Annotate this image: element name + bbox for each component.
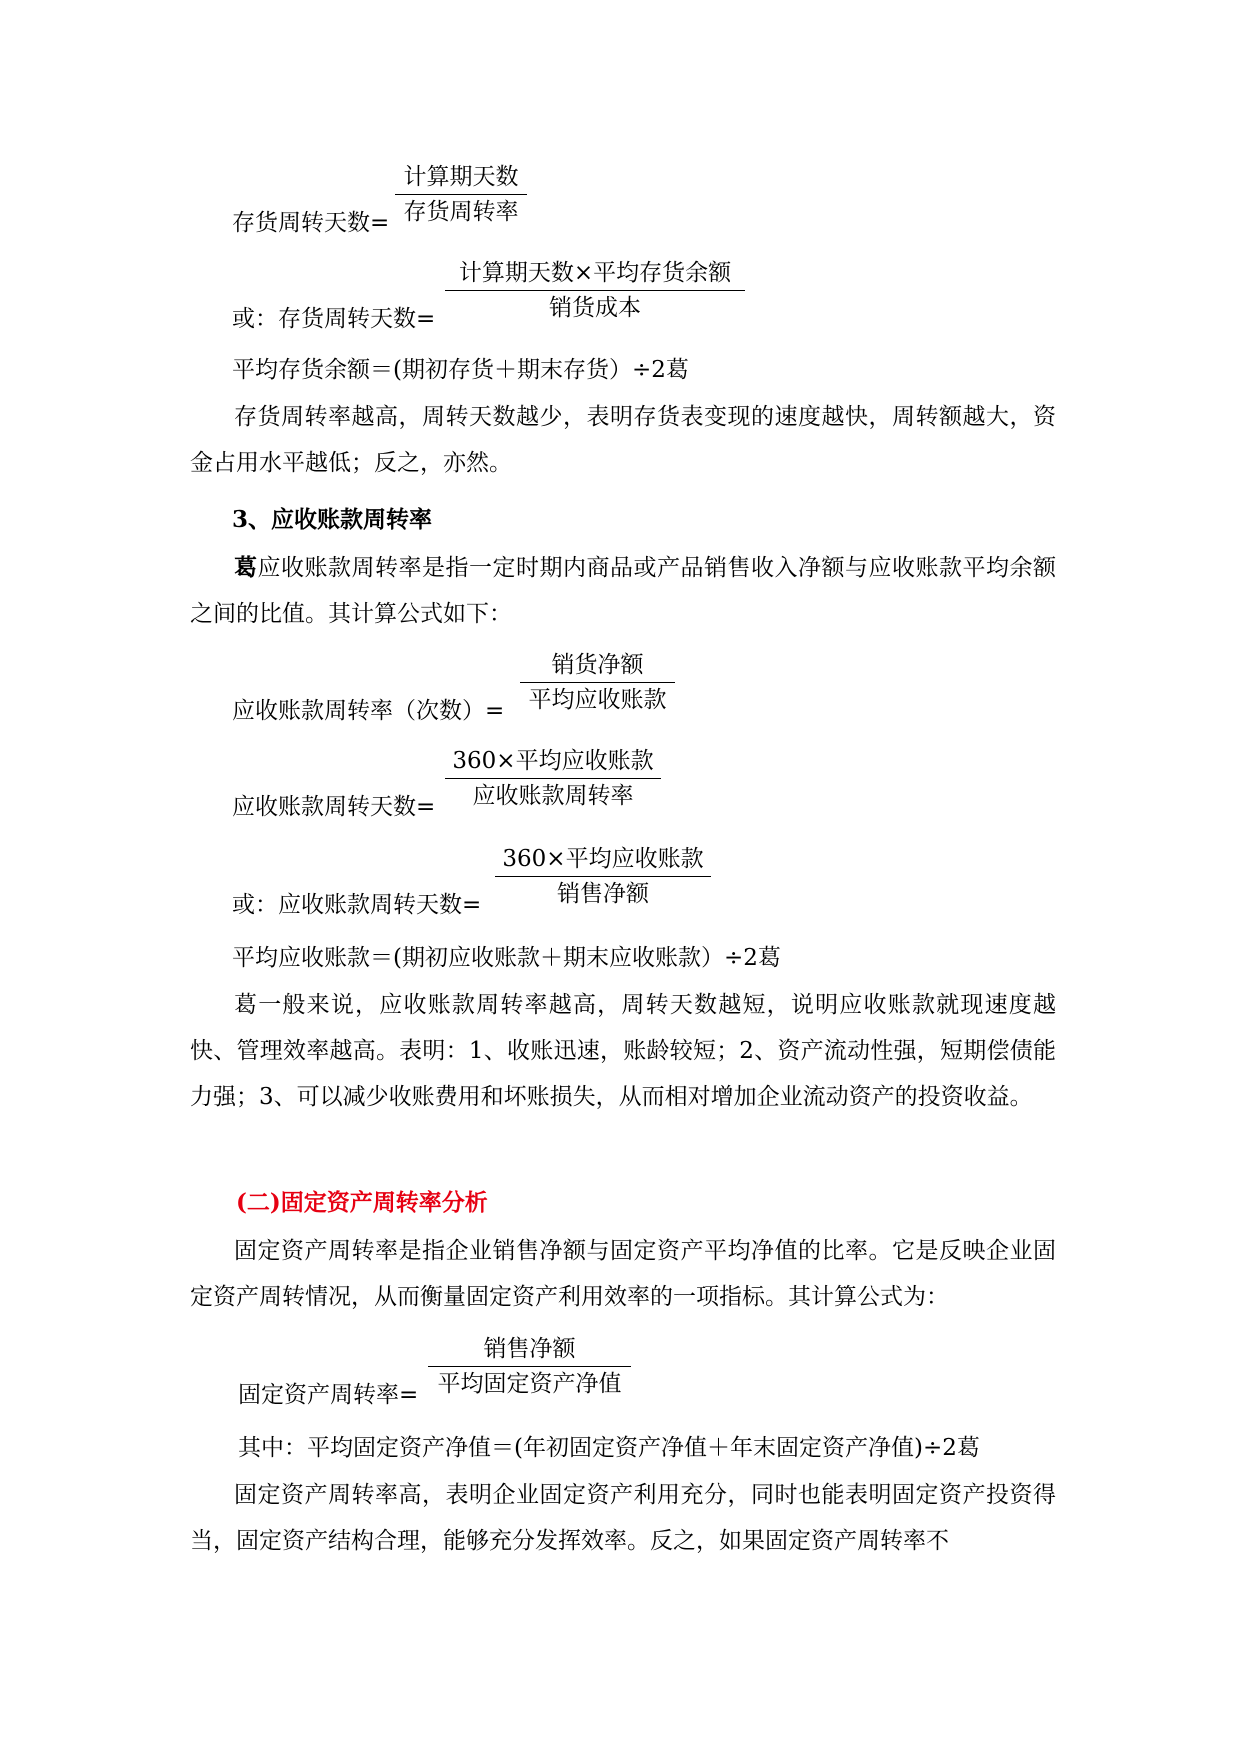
formula-inventory-days-alt-fraction (445, 258, 745, 323)
fraction-numerator: 360×平均应收账款 (495, 844, 711, 877)
receivable-definition-text: 应收账款周转率是指一定时期内商品或产品销售收入净额与应收账款平均余额之间的比值。其计算公式如下： (190, 555, 1056, 627)
formula-receivable-days-alt-fraction (495, 844, 711, 909)
receivable-analysis-paragraph: 葛一般来说，应收账款周转率越高，周转天数越短，说明应收账款就现速度越快、管理效率越高。表明：1、收账迅速，账龄较短；2、资产流动性强，短期偿债能力强；3、可以减少收账费用和坏账损失，从而相对增加企业流动资产的投资收益。 (190, 992, 1056, 1110)
fraction-numerator: 销货净额 (520, 650, 675, 683)
fraction-denominator: 平均固定资产净值 (437, 1371, 622, 1397)
formula-receivable-days-label: 应收账款周转天数= (232, 794, 436, 820)
formula-fixed-asset-turnover-label: 固定资产周转率= (238, 1382, 419, 1408)
formula-receivable-turnover-label: 应收账款周转率（次数）= (232, 698, 505, 724)
inventory-turnover-paragraph: 存货周转率越高，周转天数越少，表明存货表变现的速度越快，周转额越大，资金占用水平越低；反之，亦然。 (190, 404, 1056, 476)
avg-receivable-formula: 平均应收账款＝(期初应收账款＋期末应收账款）÷2葛 (232, 945, 781, 971)
receivable-definition-paragraph (190, 545, 1056, 637)
fraction-numerator: 销售净额 (428, 1334, 631, 1367)
formula-receivable-turnover-fraction (520, 650, 675, 715)
section-heading-fixed-assets: (二)固定资产周转率分析 (236, 1189, 488, 1216)
formula-receivable-days-fraction (445, 746, 661, 811)
fraction-numerator: 360×平均应收账款 (445, 746, 661, 779)
fixed-asset-analysis-paragraph: 固定资产周转率高，表明企业固定资产利用充分，同时也能表明固定资产投资得当，固定资产结构合理，能够充分发挥效率。反之，如果固定资产周转率不 (190, 1482, 1056, 1554)
fraction-denominator: 平均应收账款 (528, 687, 667, 713)
formula-inventory-days-label: 存货周转天数= (232, 210, 390, 236)
fraction-denominator: 应收账款周转率 (472, 783, 634, 809)
fraction-numerator: 计算期天数×平均存货余额 (445, 258, 745, 291)
section-heading-receivable: 3、应收账款周转率 (232, 506, 433, 533)
fixed-asset-definition-paragraph: 固定资产周转率是指企业销售净额与固定资产平均净值的比率。它是反映企业固定资产周转情况，从而衡量固定资产利用效率的一项指标。其计算公式为： (190, 1238, 1056, 1310)
fraction-numerator: 计算期天数 (395, 162, 527, 195)
avg-inventory-formula: 平均存货余额＝(期初存货＋期末存货）÷2葛 (232, 357, 689, 383)
symbol-mark: 葛 (234, 554, 258, 581)
formula-receivable-days-alt-label: 或：应收账款周转天数= (232, 892, 482, 918)
formula-fixed-asset-turnover-fraction (428, 1334, 631, 1399)
fraction-denominator: 销货成本 (549, 295, 641, 321)
fraction-denominator: 存货周转率 (403, 199, 519, 225)
formula-inventory-days-fraction (395, 162, 527, 227)
avg-fixed-asset-formula: 其中：平均固定资产净值＝(年初固定资产净值＋年末固定资产净值)÷2葛 (238, 1435, 980, 1461)
formula-inventory-days-alt-label: 或：存货周转天数= (232, 306, 436, 332)
fraction-denominator: 销售净额 (557, 881, 649, 907)
